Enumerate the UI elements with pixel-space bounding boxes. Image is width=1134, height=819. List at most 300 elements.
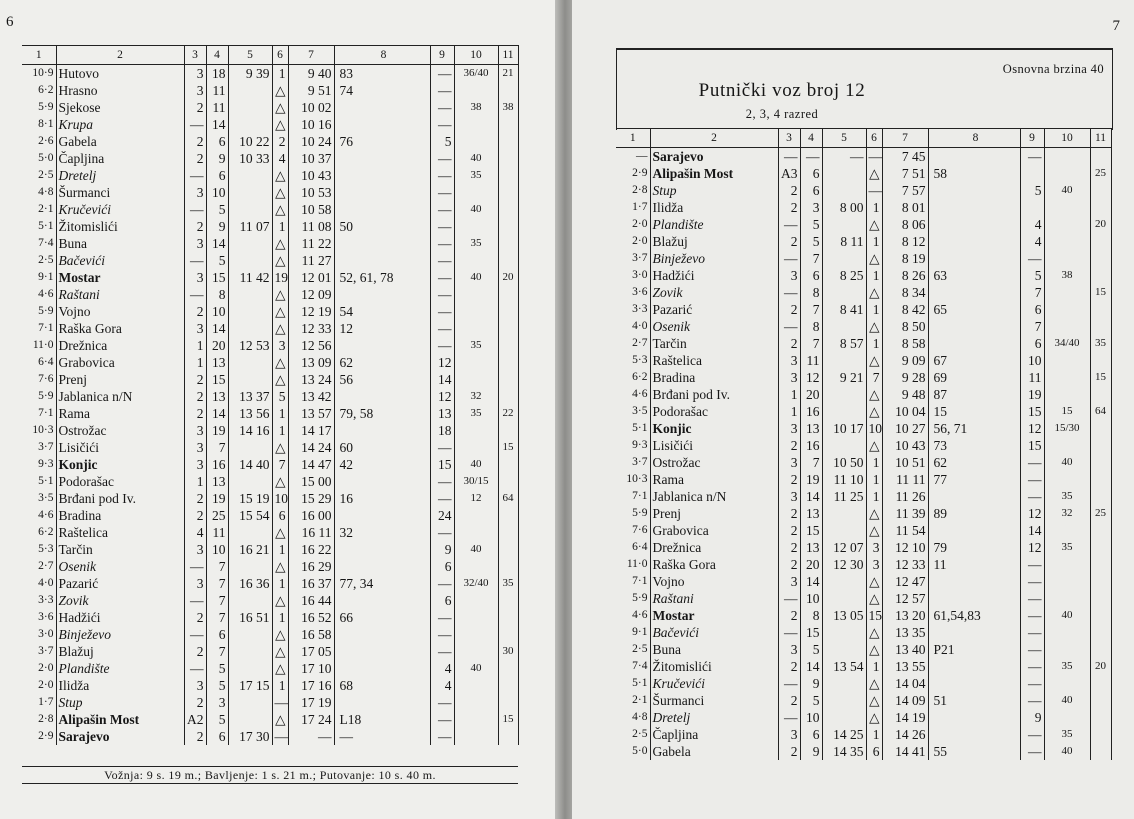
arrival-time: 14 25: [822, 726, 866, 743]
reserve-time: 7: [1020, 284, 1044, 301]
departure-time: 11 27: [288, 252, 334, 269]
reserve-time: 9: [1020, 709, 1044, 726]
running-time: 9: [800, 743, 822, 760]
speed-limit: [1044, 556, 1090, 573]
km-cell: 2·5: [38, 254, 54, 266]
category-cell: —: [778, 624, 800, 641]
stop-minutes: △: [272, 252, 288, 269]
stop-minutes: 10: [272, 490, 288, 507]
departure-time: 13 09: [288, 354, 334, 371]
running-time: —: [800, 148, 822, 166]
speed-limit: [1044, 369, 1090, 386]
running-time: 13: [206, 473, 228, 490]
crossing-trains: 58: [928, 165, 1020, 182]
extra-cell: [1090, 539, 1111, 556]
reserve-time: 6: [430, 558, 454, 575]
speed-limit: [1044, 216, 1090, 233]
extra-cell: [498, 388, 518, 405]
crossing-trains: 67: [928, 352, 1020, 369]
station-name: Raštani: [56, 286, 184, 303]
extra-cell: [1090, 386, 1111, 403]
km-cell: 3·7: [632, 252, 648, 264]
timetable-row: [22, 116, 518, 133]
timetable-row: [616, 335, 1111, 352]
running-time: 20: [800, 386, 822, 403]
speed-limit: 40: [1044, 743, 1090, 760]
speed-limit: [454, 354, 498, 371]
km-cell: 9·3: [632, 439, 648, 451]
timetable-row: [22, 694, 518, 711]
km-cell: 3·7: [38, 645, 54, 657]
timetable-row: [22, 269, 518, 286]
crossing-trains: 60: [334, 439, 430, 456]
crossing-trains: [334, 473, 430, 490]
running-time: 10: [800, 590, 822, 607]
reserve-time: —: [430, 711, 454, 728]
station-name: Prenj: [56, 371, 184, 388]
crossing-trains: [928, 250, 1020, 267]
departure-time: 17 19: [288, 694, 334, 711]
crossing-trains: 73: [928, 437, 1020, 454]
extra-cell: [498, 303, 518, 320]
crossing-trains: 62: [334, 354, 430, 371]
speed-limit: [454, 371, 498, 388]
speed-limit: 32: [454, 388, 498, 405]
speed-limit: 15/30: [1044, 420, 1090, 437]
timetable-row: [616, 250, 1111, 267]
speed-limit: 12: [454, 490, 498, 507]
arrival-time: 16 51: [228, 609, 272, 626]
reserve-time: [1020, 165, 1044, 182]
station-name: Prenj: [650, 505, 778, 522]
km-cell: 6·2: [632, 371, 648, 383]
speed-limit: [1044, 233, 1090, 250]
station-name: Šurmanci: [56, 184, 184, 201]
departure-time: 8 06: [882, 216, 928, 233]
extra-cell: 15: [1090, 284, 1111, 301]
reserve-time: —: [430, 524, 454, 541]
departure-time: 12 57: [882, 590, 928, 607]
category-cell: 2: [184, 218, 206, 235]
km-cell: 3·6: [38, 611, 54, 623]
station-name: Konjic: [650, 420, 778, 437]
crossing-trains: 32: [334, 524, 430, 541]
extra-cell: 35: [1090, 335, 1111, 352]
speed-limit: [454, 643, 498, 660]
arrival-time: 13 05: [822, 607, 866, 624]
departure-time: 12 33: [882, 556, 928, 573]
timetable-row: [22, 99, 518, 116]
departure-time: 9 51: [288, 82, 334, 99]
running-time: 9: [206, 150, 228, 167]
timetable-row: [22, 201, 518, 218]
speed-limit: [1044, 437, 1090, 454]
column-header: 6: [272, 46, 288, 65]
category-cell: 3: [778, 454, 800, 471]
category-cell: —: [778, 284, 800, 301]
km-cell: 6·4: [632, 541, 648, 553]
speed-limit: [454, 286, 498, 303]
km-cell: 7·1: [632, 490, 648, 502]
station-name: Hrasno: [56, 82, 184, 99]
crossing-trains: [334, 99, 430, 116]
timetable-row: [22, 65, 518, 83]
km-cell: 2·0: [632, 218, 648, 230]
crossing-trains: L18: [334, 711, 430, 728]
timetable-row: [22, 422, 518, 439]
km-cell: 4·6: [632, 609, 648, 621]
extra-cell: [498, 473, 518, 490]
km-cell: 3·6: [632, 286, 648, 298]
arrival-time: 8 41: [822, 301, 866, 318]
speed-limit: [454, 711, 498, 728]
stop-minutes: 1: [866, 233, 882, 250]
extra-cell: 22: [498, 405, 518, 422]
extra-cell: [498, 184, 518, 201]
timetable-row: [616, 369, 1111, 386]
arrival-time: 13 56: [228, 405, 272, 422]
speed-limit: [1044, 284, 1090, 301]
arrival-time: [822, 403, 866, 420]
timetable-row: [616, 233, 1111, 250]
station-name: Blažuj: [650, 233, 778, 250]
crossing-trains: 79: [928, 539, 1020, 556]
timetable-row: [22, 167, 518, 184]
train-classes: 2, 3, 4 razred: [745, 107, 819, 121]
station-name: Hadžići: [650, 267, 778, 284]
departure-time: 14 04: [882, 675, 928, 692]
speed-limit: [454, 609, 498, 626]
stop-minutes: 4: [272, 150, 288, 167]
arrival-time: 13 54: [822, 658, 866, 675]
extra-cell: [1090, 692, 1111, 709]
extra-cell: [498, 354, 518, 371]
station-name: Tarčin: [650, 335, 778, 352]
arrival-time: [228, 235, 272, 252]
running-time: 13: [206, 388, 228, 405]
reserve-time: 13: [430, 405, 454, 422]
running-time: 11: [800, 352, 822, 369]
reserve-time: —: [430, 201, 454, 218]
km-cell: 3·7: [632, 456, 648, 468]
speed-limit: [454, 592, 498, 609]
station-name: Pazarić: [650, 301, 778, 318]
station-name: Sarajevo: [56, 728, 184, 745]
arrival-time: 14 16: [228, 422, 272, 439]
km-cell: 2·5: [632, 643, 648, 655]
crossing-trains: [334, 337, 430, 354]
station-name: Buna: [650, 641, 778, 658]
speed-limit: [454, 677, 498, 694]
timetable-row: [616, 267, 1111, 284]
speed-limit: [1044, 352, 1090, 369]
reserve-time: —: [1020, 692, 1044, 709]
arrival-time: 10 17: [822, 420, 866, 437]
reserve-time: 12: [430, 388, 454, 405]
km-cell: 5·1: [38, 220, 54, 232]
departure-time: 16 29: [288, 558, 334, 575]
station-name: Plandište: [56, 660, 184, 677]
stop-minutes: △: [272, 558, 288, 575]
station-name: Kručevići: [650, 675, 778, 692]
timetable-right: [616, 128, 1112, 760]
arrival-time: 10 50: [822, 454, 866, 471]
category-cell: 1: [184, 337, 206, 354]
stop-minutes: 5: [272, 388, 288, 405]
running-time: 7: [800, 454, 822, 471]
departure-time: 7 45: [882, 148, 928, 166]
crossing-trains: [928, 148, 1020, 166]
km-cell: 7·1: [38, 407, 54, 419]
running-time: 7: [206, 558, 228, 575]
column-header: 8: [334, 46, 430, 65]
timetable-row: [22, 541, 518, 558]
timetable-row: [22, 320, 518, 337]
timetable-row: [616, 607, 1111, 624]
extra-cell: [1090, 675, 1111, 692]
departure-time: 16 37: [288, 575, 334, 592]
extra-cell: [1090, 573, 1111, 590]
extra-cell: 15: [1090, 369, 1111, 386]
reserve-time: 7: [1020, 318, 1044, 335]
extra-cell: [1090, 267, 1111, 284]
category-cell: —: [778, 590, 800, 607]
running-time: 5: [800, 233, 822, 250]
arrival-time: [228, 252, 272, 269]
running-time: 9: [800, 675, 822, 692]
extra-cell: [1090, 607, 1111, 624]
km-cell: 6·2: [38, 84, 54, 96]
running-time: 13: [206, 354, 228, 371]
km-cell: 4·8: [632, 711, 648, 723]
departure-time: 8 34: [882, 284, 928, 301]
speed-limit: 40: [454, 150, 498, 167]
speed-limit: 40: [454, 269, 498, 286]
extra-cell: [498, 320, 518, 337]
km-cell: 11·0: [32, 339, 54, 351]
stop-minutes: 19: [272, 269, 288, 286]
crossing-trains: 50: [334, 218, 430, 235]
category-cell: 2: [778, 692, 800, 709]
timetable-row: [22, 286, 518, 303]
arrival-time: [228, 643, 272, 660]
column-header: 5: [228, 46, 272, 65]
category-cell: 3: [184, 677, 206, 694]
departure-time: 12 09: [288, 286, 334, 303]
arrival-time: [228, 354, 272, 371]
station-name: Mostar: [650, 607, 778, 624]
station-name: Osenik: [650, 318, 778, 335]
km-cell: 3·0: [38, 628, 54, 640]
station-name: Pazarić: [56, 575, 184, 592]
running-time: 14: [206, 116, 228, 133]
crossing-trains: 61,54,83: [928, 607, 1020, 624]
timetable-row: [22, 405, 518, 422]
extra-cell: [498, 524, 518, 541]
category-cell: 2: [778, 335, 800, 352]
timetable-row: [22, 524, 518, 541]
crossing-trains: 69: [928, 369, 1020, 386]
stop-minutes: △: [866, 505, 882, 522]
arrival-time: 16 21: [228, 541, 272, 558]
speed-limit: 32/40: [454, 575, 498, 592]
km-cell: 2·8: [38, 713, 54, 725]
category-cell: 2: [778, 743, 800, 760]
timetable-row: [22, 592, 518, 609]
speed-limit: [1044, 522, 1090, 539]
left-page: [0, 0, 560, 819]
reserve-time: 4: [1020, 216, 1044, 233]
arrival-time: 11 25: [822, 488, 866, 505]
arrival-time: [822, 352, 866, 369]
departure-time: 10 24: [288, 133, 334, 150]
arrival-time: 8 25: [822, 267, 866, 284]
stop-minutes: △: [272, 320, 288, 337]
arrival-time: 14 35: [822, 743, 866, 760]
crossing-trains: [928, 488, 1020, 505]
speed-limit: [1044, 641, 1090, 658]
km-cell: 9·1: [632, 626, 648, 638]
timetable-row: [22, 82, 518, 99]
crossing-trains: 56: [334, 371, 430, 388]
category-cell: 3: [184, 439, 206, 456]
reserve-time: 12: [430, 354, 454, 371]
arrival-time: [228, 439, 272, 456]
km-cell: 3·5: [632, 405, 648, 417]
km-cell: 2·0: [632, 235, 648, 247]
category-cell: 2: [184, 609, 206, 626]
crossing-trains: 83: [334, 65, 430, 83]
stop-minutes: △: [272, 711, 288, 728]
arrival-time: 9 39: [228, 65, 272, 83]
km-cell: 8·1: [38, 118, 54, 130]
speed-limit: [454, 303, 498, 320]
crossing-trains: [928, 233, 1020, 250]
stop-minutes: △: [272, 303, 288, 320]
stop-minutes: 1: [272, 405, 288, 422]
timetable-row: [22, 235, 518, 252]
stop-minutes: △: [272, 592, 288, 609]
crossing-trains: [334, 660, 430, 677]
reserve-time: —: [430, 184, 454, 201]
column-header-row: [616, 129, 1111, 148]
extra-cell: [498, 201, 518, 218]
timetable-row: [22, 677, 518, 694]
stop-minutes: 7: [866, 369, 882, 386]
arrival-time: [228, 592, 272, 609]
category-cell: 2: [778, 182, 800, 199]
category-cell: 3: [778, 573, 800, 590]
right-page: [572, 0, 1134, 819]
category-cell: 2: [778, 607, 800, 624]
timetable-row: [616, 437, 1111, 454]
departure-time: 14 24: [288, 439, 334, 456]
extra-cell: [498, 133, 518, 150]
column-header: 4: [206, 46, 228, 65]
station-name: Grabovica: [56, 354, 184, 371]
running-time: 5: [800, 641, 822, 658]
reserve-time: —: [1020, 726, 1044, 743]
arrival-time: [228, 201, 272, 218]
arrival-time: [228, 660, 272, 677]
speed-limit: [1044, 675, 1090, 692]
reserve-time: —: [430, 609, 454, 626]
category-cell: —: [184, 286, 206, 303]
km-cell: 10·3: [32, 424, 54, 436]
category-cell: —: [184, 592, 206, 609]
station-name: Krupa: [56, 116, 184, 133]
running-time: 7: [800, 301, 822, 318]
category-cell: 3: [778, 641, 800, 658]
extra-cell: [498, 82, 518, 99]
timetable-row: [616, 216, 1111, 233]
timetable-row: [616, 148, 1111, 166]
extra-cell: [498, 337, 518, 354]
category-cell: 2: [778, 522, 800, 539]
column-header: 2: [650, 129, 778, 148]
crossing-trains: 68: [334, 677, 430, 694]
station-name: Gabela: [56, 133, 184, 150]
category-cell: —: [778, 148, 800, 166]
extra-cell: [498, 235, 518, 252]
running-time: 5: [800, 692, 822, 709]
departure-time: 9 09: [882, 352, 928, 369]
station-name: Podorašac: [650, 403, 778, 420]
arrival-time: 16 36: [228, 575, 272, 592]
departure-time: 12 10: [882, 539, 928, 556]
crossing-trains: [334, 150, 430, 167]
crossing-trains: 74: [334, 82, 430, 99]
crossing-trains: 77: [928, 471, 1020, 488]
arrival-time: [228, 371, 272, 388]
category-cell: —: [184, 558, 206, 575]
running-time: 15: [206, 371, 228, 388]
column-header: 4: [800, 129, 822, 148]
reserve-time: 12: [1020, 420, 1044, 437]
crossing-trains: [928, 658, 1020, 675]
stop-minutes: 1: [272, 677, 288, 694]
reserve-time: —: [430, 728, 454, 745]
running-time: 6: [206, 728, 228, 745]
crossing-trains: [334, 558, 430, 575]
column-header: 1: [616, 129, 650, 148]
category-cell: 3: [778, 420, 800, 437]
crossing-trains: [334, 694, 430, 711]
reserve-time: —: [1020, 488, 1044, 505]
reserve-time: —: [430, 235, 454, 252]
stop-minutes: △: [866, 318, 882, 335]
crossing-trains: P21: [928, 641, 1020, 658]
stop-minutes: △: [272, 660, 288, 677]
station-name: Zovik: [650, 284, 778, 301]
category-cell: 3: [184, 235, 206, 252]
category-cell: —: [778, 250, 800, 267]
stop-minutes: △: [272, 235, 288, 252]
arrival-time: [822, 250, 866, 267]
timetable-row: [616, 199, 1111, 216]
running-time: 5: [206, 201, 228, 218]
extra-cell: [498, 660, 518, 677]
station-name: Hadžići: [56, 609, 184, 626]
category-cell: 3: [778, 726, 800, 743]
speed-limit: 30/15: [454, 473, 498, 490]
departure-time: 12 56: [288, 337, 334, 354]
category-cell: —: [184, 626, 206, 643]
extra-cell: 21: [498, 65, 518, 83]
arrival-time: 17 15: [228, 677, 272, 694]
departure-time: 10 27: [882, 420, 928, 437]
station-name: Ostrožac: [56, 422, 184, 439]
